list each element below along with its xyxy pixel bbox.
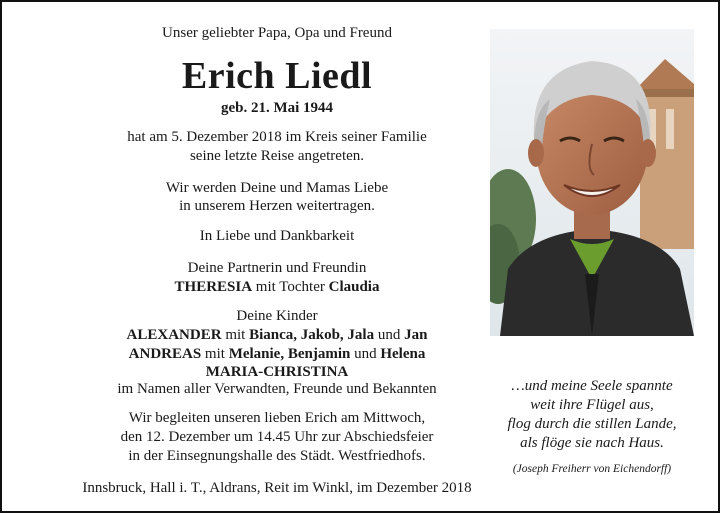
child-1-family: Bianca, Jakob, Jala xyxy=(249,327,375,343)
child-1-with: mit xyxy=(225,327,246,343)
death-line-1: hat am 5. Dezember 2018 im Kreis seiner Familie xyxy=(127,129,427,145)
death-line-2: seine letzte Reise angetreten. xyxy=(189,148,365,164)
child-2-last: Helena xyxy=(380,346,426,362)
child-row-3 xyxy=(42,363,512,381)
relatives-line: im Namen aller Verwandten, Freunde und Bekannten xyxy=(117,381,437,397)
funeral-line-1: Wir begleiten unseren lieben Erich am Mittwoch, xyxy=(128,410,426,426)
portrait-photo xyxy=(490,29,694,336)
gratitude-line: In Liebe und Dankbarkeit xyxy=(199,228,355,244)
child-row-1 xyxy=(42,326,512,344)
intro-line: Unser geliebter Papa, Opa und Freund xyxy=(162,25,392,41)
partner-label: Deine Partnerin und Freundin xyxy=(187,260,367,276)
partner-line xyxy=(42,278,512,296)
child-1-and: und xyxy=(377,327,401,343)
child-1-name: ALEXANDER xyxy=(126,327,222,343)
child-2-with: mit xyxy=(204,346,225,362)
partner-name: THERESIA xyxy=(174,279,253,295)
child-2-name: ANDREAS xyxy=(128,346,202,362)
portrait-illustration xyxy=(490,29,694,336)
poem-line-1: …und meine Seele spannte xyxy=(511,378,673,394)
child-3-name: MARIA-CHRISTINA xyxy=(205,364,349,380)
deceased-name: Erich Liedl xyxy=(181,55,373,97)
poem-line-2: weit ihre Flügel aus, xyxy=(530,397,654,413)
daughter-name: Claudia xyxy=(328,279,380,295)
child-2-family: Melanie, Benjamin xyxy=(228,346,351,362)
love-line-2: in unserem Herzen weitertragen. xyxy=(179,198,375,214)
poem-credit: (Joseph Freiherr von Eichendorff) xyxy=(512,463,672,475)
children-label: Deine Kinder xyxy=(236,308,318,324)
partner-with: mit Tochter xyxy=(255,279,325,295)
funeral-line-2: den 12. Dezember um 14.45 Uhr zur Abschiedsfeier xyxy=(120,429,434,445)
child-1-last: Jan xyxy=(404,327,428,343)
child-row-2 xyxy=(42,345,512,363)
poem-line-3: flog durch die stillen Lande, xyxy=(507,416,677,432)
places-date-line: Innsbruck, Hall i. T., Aldrans, Reit im Winkl, im Dezember 2018 xyxy=(82,480,472,496)
funeral-line-3: in der Einsegnungshalle des Städt. Westfriedhofs. xyxy=(128,448,426,464)
child-2-and: und xyxy=(354,346,377,362)
poem-line-4: als flöge sie nach Haus. xyxy=(520,435,664,451)
love-line-1: Wir werden Deine und Mamas Liebe xyxy=(165,180,389,196)
birth-date: geb. 21. Mai 1944 xyxy=(220,100,334,116)
